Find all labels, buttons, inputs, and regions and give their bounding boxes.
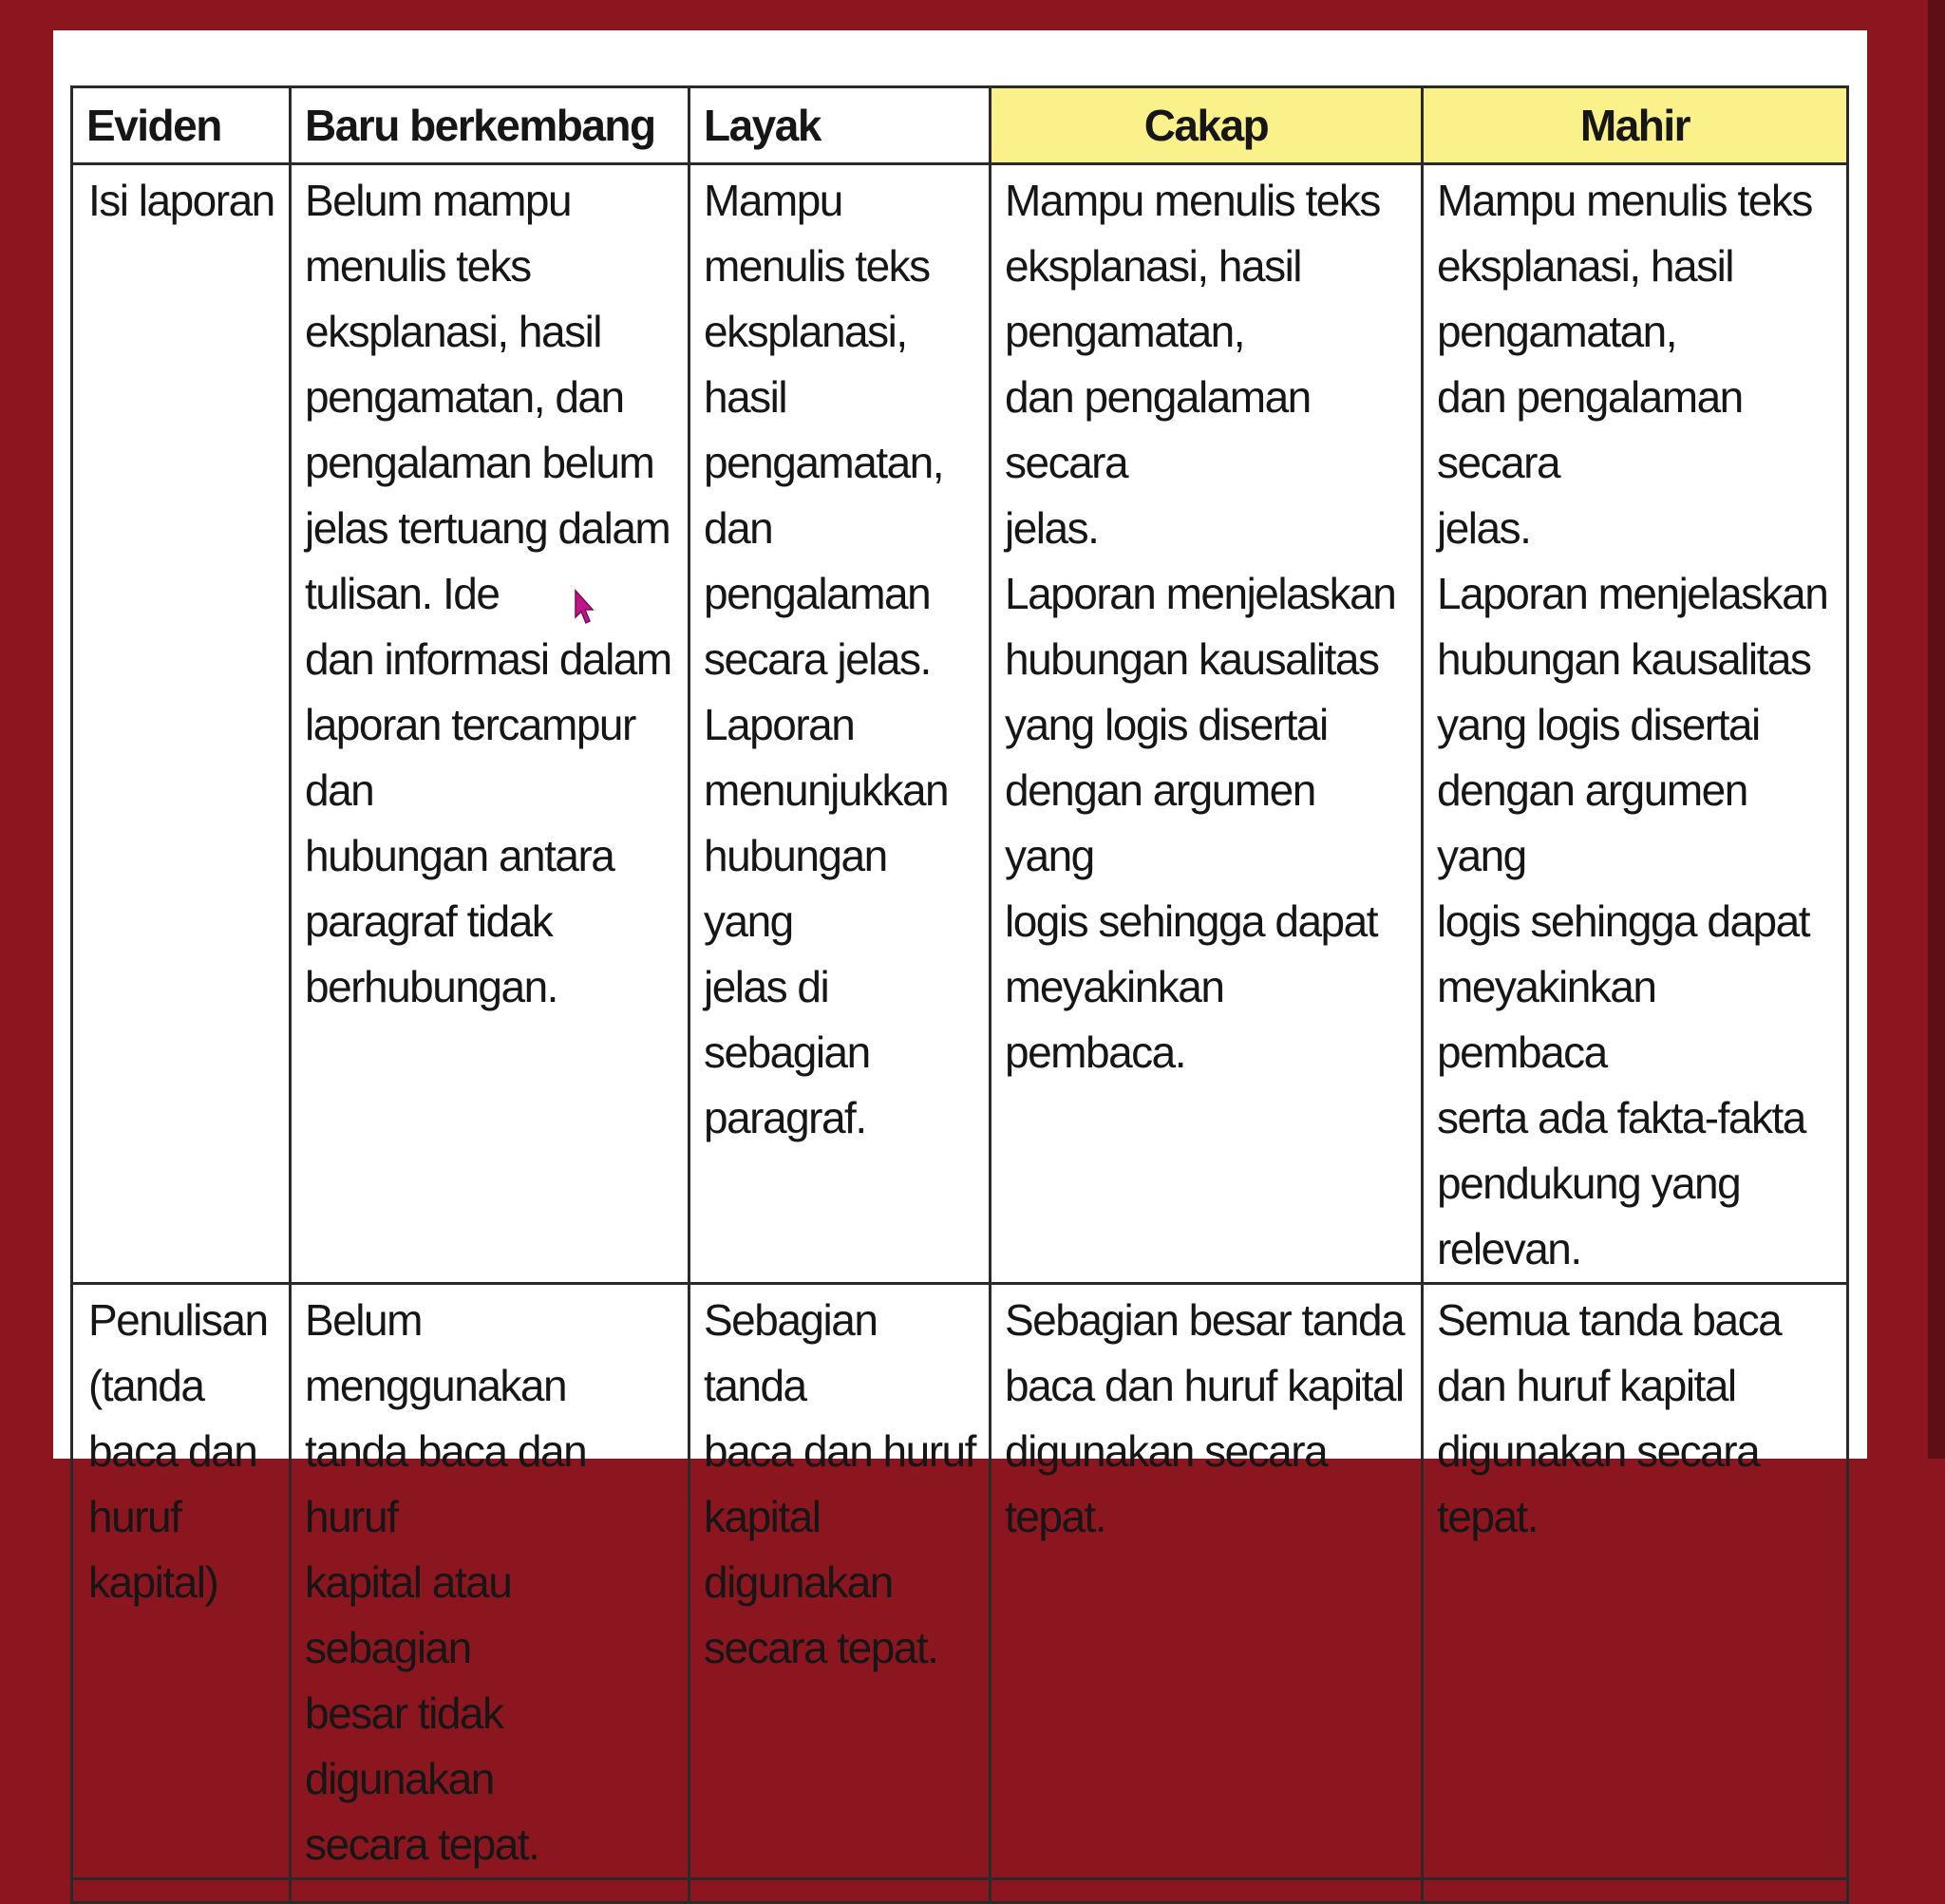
empty-cell	[991, 1879, 1423, 1903]
header-baru-berkembang: Baru berkembang	[291, 87, 689, 164]
table-row-empty	[72, 1879, 1848, 1903]
empty-cell	[689, 1879, 991, 1903]
cell-evidence: Penulisan (tanda baca dan huruf kapital)	[72, 1284, 291, 1879]
header-evidence: Eviden	[72, 87, 291, 164]
cell-mahir: Mampu menulis teks eksplanasi, hasil pengamatan, dan pengalaman secara jelas. Laporan menjelaskan hubungan kausalitas yang logis disertai dengan argumen yang logis sehingga dapat meyakinkan pembaca serta ada fakta-fakta pendukung yang relevan.	[1423, 164, 1848, 1284]
cell-cakap: Mampu menulis teks eksplanasi, hasil pengamatan, dan pengalaman secara jelas. Laporan menjelaskan hubungan kausalitas yang logis disertai dengan argumen yang logis sehingga dapat meyakinkan pembaca.	[991, 164, 1423, 1284]
cell-cakap: Sebagian besar tanda baca dan huruf kapital digunakan secara tepat.	[991, 1284, 1423, 1879]
cell-layak: Mampu menulis teks eksplanasi, hasil pengamatan, dan pengalaman secara jelas. Laporan menunjukkan hubungan yang jelas di sebagian paragraf.	[689, 164, 991, 1284]
mouse-pointer-icon	[574, 589, 595, 627]
frame-edge	[1928, 0, 1945, 1459]
header-row	[72, 87, 1848, 164]
table-row	[72, 164, 1848, 1284]
slide	[53, 30, 1867, 1869]
empty-cell	[291, 1879, 689, 1903]
empty-cell	[72, 1879, 291, 1903]
cell-evidence: Isi laporan	[72, 164, 291, 1284]
empty-cell	[1423, 1879, 1848, 1903]
cell-baru-berkembang: Belum mampu menulis teks eksplanasi, hasil pengamatan, dan pengalaman belum jelas tertuang dalam tulisan. Ide dan informasi dalam laporan tercampur dan hubungan antara paragraf tidak berhubungan.	[291, 164, 689, 1284]
cell-layak: Sebagian tanda baca dan huruf kapital digunakan secara tepat.	[689, 1284, 991, 1879]
cell-mahir: Semua tanda baca dan huruf kapital digunakan secara tepat.	[1423, 1284, 1848, 1879]
header-cakap: Cakap	[991, 87, 1423, 164]
rubric-table	[70, 85, 1849, 1904]
header-mahir: Mahir	[1423, 87, 1848, 164]
table-row	[72, 1284, 1848, 1879]
cell-baru-berkembang: Belum menggunakan tanda baca dan huruf kapital atau sebagian besar tidak digunakan secara tepat.	[291, 1284, 689, 1879]
header-layak: Layak	[689, 87, 991, 164]
